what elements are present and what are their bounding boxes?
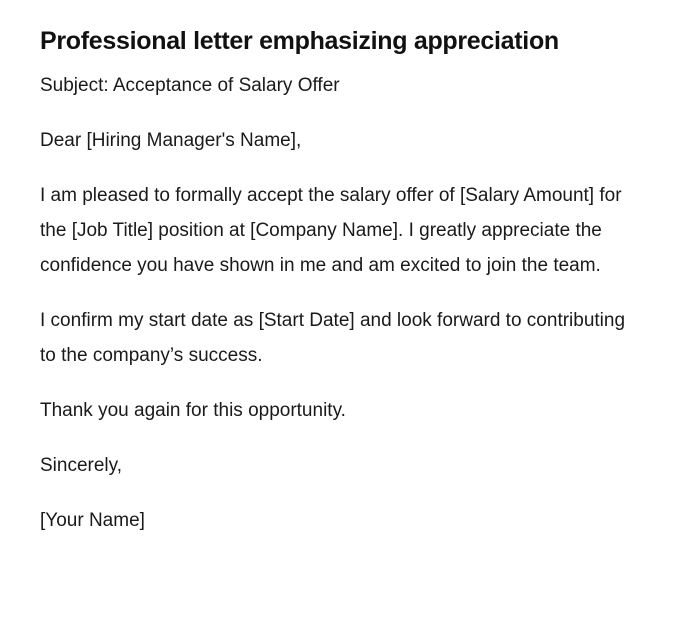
letter-signature: [Your Name]: [40, 510, 145, 531]
letter-paragraph-1: I am pleased to formally accept the salary offer of [Salary Amount] for the [Job Title] position at [Company Name]. I greatly appreciate the confidence you have shown in me and am excited to join the team.: [40, 185, 622, 276]
letter-document: [40, 24, 640, 558]
letter-paragraph-3: Thank you again for this opportunity.: [40, 400, 346, 421]
letter-closing: Sincerely,: [40, 455, 123, 476]
letter-paragraph-2: I confirm my start date as [Start Date] and look forward to contributing to the company’s success.: [40, 310, 626, 366]
page-title: Professional letter emphasizing appreciation: [40, 27, 559, 55]
letter-greeting: Dear [Hiring Manager's Name],: [40, 130, 302, 151]
letter-subject: Subject: Acceptance of Salary Offer: [40, 75, 340, 96]
